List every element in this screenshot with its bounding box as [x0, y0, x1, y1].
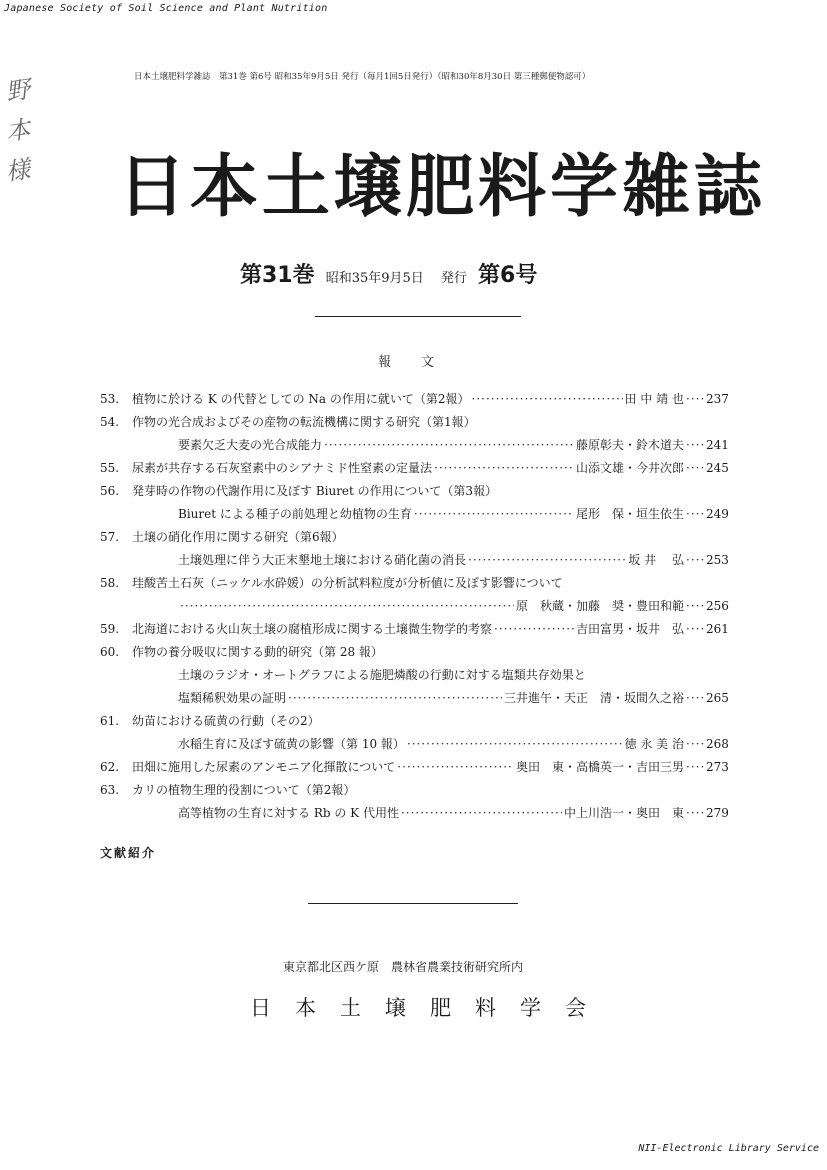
toc-line: [100, 549, 740, 572]
toc-title: Biuret による種子の前処理と幼植物の生育: [178, 507, 412, 521]
divider: [315, 316, 521, 317]
toc-line: [100, 779, 740, 802]
toc-entry: [100, 756, 740, 779]
toc-number: 59.: [100, 622, 120, 636]
leader-dots: [686, 595, 704, 618]
leader-dots: [407, 733, 623, 756]
toc-page-number: 253: [706, 553, 729, 567]
toc-title: 作物の養分吸収に関する動的研究（第 28 報）: [132, 645, 383, 659]
toc-line: [100, 756, 740, 779]
leader-dots: [686, 388, 704, 411]
handwritten-annotation: [6, 70, 40, 190]
toc-authors: 吉田富男・坂井 弘: [575, 622, 684, 636]
leader-dots: [434, 457, 574, 480]
leader-dots: [494, 618, 574, 641]
toc-entry: [100, 641, 740, 710]
leader-dots: [414, 503, 574, 526]
toc-title: 珪酸苦土石灰（ニッケル水砕媛）の分析試料粒度が分析値に及ぼす影響について: [132, 576, 563, 590]
toc-title: 尿素が共存する石灰窒素中のシアナミド性窒素の定量法: [132, 461, 433, 475]
toc-page-number: 249: [706, 507, 729, 521]
leader-dots: [686, 549, 704, 572]
leader-dots: [686, 503, 704, 526]
toc-entry: [100, 388, 740, 411]
toc-number: 56.: [100, 484, 120, 498]
leader-dots: [686, 733, 704, 756]
leader-dots: [686, 687, 704, 710]
toc-page-number: 245: [706, 461, 729, 475]
source-footer: NII-Electronic Library Service: [638, 1143, 819, 1154]
toc-title: 幼苗における硫黄の行動（その2）: [132, 714, 320, 728]
publication-notice: 日本土壌肥料学雑誌 第31巻 第6号 昭和35年9月5日 発行（毎月1回5日発行）（昭和30年8月30日 第三種郵便物認可）: [134, 72, 591, 82]
toc-number: 53.: [100, 392, 120, 406]
toc-authors: 三井進午・天正 清・坂間久之裕: [503, 691, 684, 705]
leader-dots: [472, 388, 623, 411]
toc-authors: 坂 井 弘: [628, 553, 684, 567]
toc-entry: [100, 618, 740, 641]
toc-line: [100, 457, 740, 480]
toc-page-number: 241: [706, 438, 729, 452]
leader-dots: [686, 802, 704, 825]
toc-title: 田畑に施用した尿素のアンモニア化揮散について: [132, 760, 396, 774]
toc-authors: 原 秋蔵・加藤 奨・豊田和範: [515, 599, 684, 613]
toc-authors: 藤原彰夫・鈴木道夫: [575, 438, 684, 452]
issue-line: [240, 258, 537, 289]
leader-dots: [686, 457, 704, 480]
table-of-contents: [100, 388, 740, 825]
toc-line: [100, 388, 740, 411]
toc-page-number: 279: [706, 806, 729, 820]
toc-title: カリの植物生理的役割について（第2報）: [132, 783, 356, 797]
toc-entry: [100, 710, 740, 756]
society-name: 日本土壌肥料学会: [250, 996, 610, 1020]
toc-line: [100, 618, 740, 641]
toc-title: 作物の光合成およびその産物の転流機構に関する研究（第1報）: [132, 415, 476, 429]
toc-authors: 山添文雄・今井次郎: [575, 461, 684, 475]
toc-line: [100, 595, 740, 618]
toc-line: [100, 572, 740, 595]
issue-date: 昭和35年9月5日: [325, 271, 424, 286]
toc-number: 54.: [100, 415, 120, 429]
toc-page-number: 256: [706, 599, 729, 613]
leader-dots: [180, 595, 514, 618]
toc-line: [100, 411, 740, 434]
toc-line: [100, 687, 740, 710]
toc-entry: [100, 411, 740, 457]
section-heading: 報文: [378, 355, 465, 370]
toc-entry: [100, 779, 740, 825]
leader-dots: [401, 802, 562, 825]
toc-number: 55.: [100, 461, 120, 475]
handwriting-char: 本: [4, 115, 32, 147]
toc-line: [100, 480, 740, 503]
toc-page-number: 265: [706, 691, 729, 705]
toc-page-number: 237: [706, 392, 729, 406]
toc-line: [100, 733, 740, 756]
leader-dots: [686, 756, 704, 779]
toc-title: 土壌のラジオ・オートグラフによる施肥燐酸の行動に対する塩類共存効果と: [178, 668, 586, 682]
toc-entry: [100, 480, 740, 526]
toc-title: 土壌の硝化作用に関する研究（第6報）: [132, 530, 344, 544]
source-header: Japanese Society of Soil Science and Plant Nutrition: [4, 3, 328, 14]
toc-title: 水稲生育に及ぼす硫黄の影響（第 10 報）: [178, 737, 405, 751]
toc-title: 塩類稀釈効果の証明: [178, 691, 287, 705]
publisher-address: 東京都北区西ケ原 農林省農業技術研究所内: [283, 960, 524, 974]
leader-dots: [288, 687, 502, 710]
toc-line: [100, 434, 740, 457]
toc-line: [100, 664, 740, 687]
toc-authors: 奥田 東・高橋英一・吉田三男: [515, 760, 684, 774]
issue-number: 第6号: [478, 263, 538, 288]
toc-title: 北海道における火山灰土壌の腐植形成に関する土壌微生物学的考察: [132, 622, 493, 636]
toc-page-number: 261: [706, 622, 729, 636]
volume-label: 第31巻: [240, 263, 315, 288]
references-section-label: 文献紹介: [100, 846, 157, 860]
toc-authors: 田 中 靖 也: [624, 392, 684, 406]
toc-authors: 中上川浩一・奥田 東: [563, 806, 684, 820]
leader-dots: [324, 434, 574, 457]
toc-authors: 徳 永 美 治: [624, 737, 684, 751]
toc-line: [100, 503, 740, 526]
toc-title: 発芽時の作物の代謝作用に及ぼす Biuret の作用について（第3報）: [132, 484, 498, 498]
toc-page-number: 273: [706, 760, 729, 774]
toc-page-number: 268: [706, 737, 729, 751]
leader-dots: [468, 549, 626, 572]
leader-dots: [686, 618, 704, 641]
toc-number: 61.: [100, 714, 120, 728]
handwriting-char: 様: [4, 155, 32, 187]
toc-authors: 尾形 保・垣生依生: [575, 507, 684, 521]
toc-line: [100, 526, 740, 549]
toc-number: 62.: [100, 760, 120, 774]
toc-line: [100, 802, 740, 825]
toc-entry: [100, 457, 740, 480]
issued-label: 発行: [440, 271, 467, 286]
handwriting-char: 野: [4, 75, 32, 107]
toc-entry: [100, 572, 740, 618]
leader-dots: [686, 434, 704, 457]
leader-dots: [397, 756, 514, 779]
toc-title: 植物に於ける K の代替としての Na の作用に就いて（第2報）: [132, 392, 470, 406]
toc-title: 高等植物の生育に対する Rb の K 代用性: [178, 806, 399, 820]
journal-title: 日本土壌肥料学雑誌: [118, 148, 767, 227]
toc-title: 土壌処理に伴う大正末墾地土壌における硝化菌の消長: [178, 553, 467, 567]
toc-number: 57.: [100, 530, 120, 544]
toc-number: 60.: [100, 645, 120, 659]
divider: [308, 903, 518, 904]
toc-line: [100, 710, 740, 733]
toc-number: 58.: [100, 576, 120, 590]
toc-line: [100, 641, 740, 664]
toc-entry: [100, 526, 740, 572]
toc-title: 要素欠乏大麦の光合成能力: [178, 438, 323, 452]
toc-number: 63.: [100, 783, 120, 797]
